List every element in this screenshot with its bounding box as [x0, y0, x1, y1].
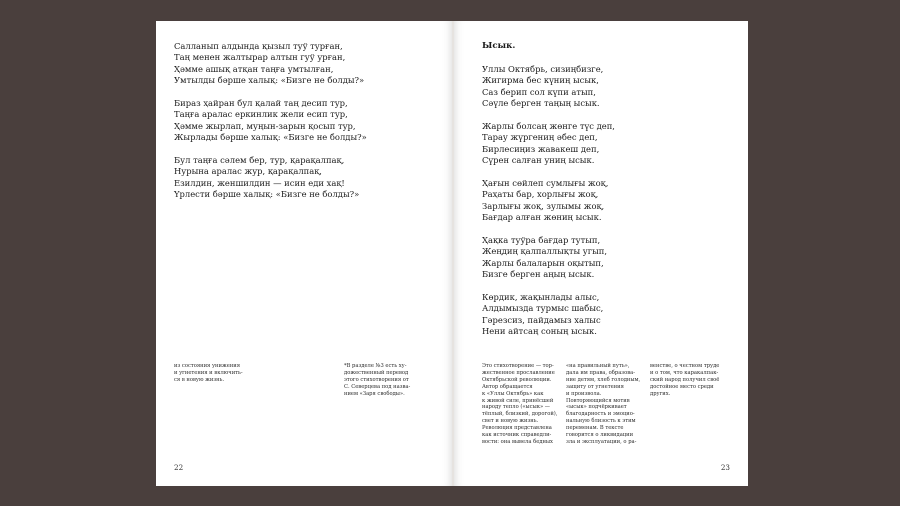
stanza — [482, 121, 742, 167]
note-line: жественное прославление — [482, 369, 555, 376]
note-line: Революция представлена — [482, 425, 552, 432]
poem-line: Таң менен жалтырар алтын гуў урған, — [174, 52, 346, 63]
note-line: *В разделе №3 есть ху- — [344, 363, 407, 369]
note-line: нием «Заря свободы». — [344, 390, 405, 397]
poem-line: Жарлы балаларын оқытып, — [482, 257, 604, 268]
left-poem — [174, 41, 444, 212]
poem-line: Алдымызда турмыс шабыс, — [482, 303, 604, 314]
commentary-column-1 — [482, 363, 558, 446]
note-line: из состояния унижения — [174, 363, 240, 369]
poem-line: Саз берип сол күпи атып, — [482, 86, 596, 97]
poem-line: Бул таңға сәлем бер, тур, қарақалпақ, — [174, 155, 345, 166]
note-line: народу тепло («ысык» — — [482, 404, 550, 411]
poem-line: Үрлести бәрше халық: «Бизге не болды?» — [174, 189, 360, 200]
poem-line: Ҳақка туўра бағдар тутып, — [482, 234, 601, 245]
poem-line: Сәүле берген таңың ысык. — [482, 98, 600, 109]
poem-line: Ҳәмме ашық атқан таңға умтылған, — [174, 63, 334, 74]
page-number-left: 22 — [174, 463, 184, 472]
note-line: других. — [650, 390, 671, 397]
poem-line: Езилдин, женшилдин — исин еди хақ! — [174, 177, 345, 188]
note-line: Октябрьской революции. — [482, 376, 552, 383]
note-line: ние детям, хлеб голодным, — [566, 376, 641, 383]
note-line: венстве, о честном труде — [650, 363, 720, 369]
note-line: защиту от угнетения — [566, 383, 624, 390]
poem-title: Ысык. — [482, 41, 516, 51]
note-line: свет и новую жизнь. — [482, 418, 539, 425]
note-line: благодарность и эмоцио- — [566, 411, 635, 418]
note-line: вости: она вывела бедных — [482, 438, 553, 445]
poem-line: Салланып алдында қызыл туў турған, — [174, 41, 343, 51]
poem-line: Таңға аралас еркинлик жели есип тур, — [174, 109, 348, 120]
note-line: «на правильный путь», — [566, 363, 630, 369]
note-line: этого стихотворения от — [344, 376, 409, 383]
note-line: к живой силе, принёсшей — [482, 397, 554, 404]
poem-line: Нени айтсаң соның ысык. — [482, 326, 597, 337]
poem-line: Зарлығы жоқ, зулымы жоқ, — [482, 200, 605, 211]
note-line: Автор обращается — [482, 383, 533, 390]
poem-line: Уллы Октябрь, сизиңбизге, — [482, 63, 604, 74]
poem-line: Раҳаты бар, хорлығы жоқ, — [482, 189, 599, 200]
poem-line: Жырлады бәрше халық: «Бизге не болды?» — [174, 132, 367, 143]
stanza — [174, 98, 444, 144]
stanza — [482, 292, 742, 338]
note-line: зла и эксплуатации, о ра- — [566, 438, 637, 445]
note-line: и угнетения и включить- — [174, 369, 243, 376]
poem-line: Бираз ҳайран бул қалай таң десип тур, — [174, 98, 348, 109]
poem-line: Жеңдиң қалпаллықты угып, — [482, 246, 608, 257]
stanza — [482, 235, 742, 281]
note-line: С. Северцева под назва- — [344, 383, 411, 390]
note-line: тёплый, близкий, дорогой), — [482, 411, 558, 418]
note-line: переменам. В тексте — [566, 425, 624, 432]
footnote — [344, 363, 440, 398]
note-line: нальную близость к этим — [566, 418, 636, 425]
note-line: и о том, что каракалпак- — [650, 369, 719, 376]
page-number-right: 23 — [720, 463, 730, 472]
note-line: и произвола. — [566, 390, 602, 397]
poem-line: Тарау жүргениң әбес деп, — [482, 132, 598, 143]
note-line: к «Уллы Октябрь» как — [482, 390, 544, 397]
note-line: Это стихотворение — тор- — [482, 363, 554, 369]
poem-line: Умтылды бәрше халық: «Бизге не болды?» — [174, 75, 365, 86]
note-line: Повторяющийся мотив — [566, 397, 630, 404]
poem-line: Жарлы болсаң жөнге түс деп, — [482, 120, 615, 131]
poem-line: Ҳәмме жырлап, муңын-зарын қосып тур, — [174, 120, 356, 131]
note-line: дала им права, образова- — [566, 369, 636, 376]
right-poem — [482, 41, 742, 349]
poem-line: Гәрезсиз, пайдамыз халыс — [482, 314, 601, 325]
right-page — [454, 21, 748, 486]
poem-line: Бизге берген аңың ысык. — [482, 269, 595, 280]
stanza — [174, 155, 444, 201]
poem-line: Көрдик, жақынлады алыс, — [482, 291, 600, 302]
left-page — [156, 21, 452, 486]
poem-line: Сүрен салған униң ысык. — [482, 155, 595, 166]
note-line: дожественный перевод — [344, 369, 409, 376]
stanza — [482, 178, 742, 224]
note-line: ский народ получил своё — [650, 376, 720, 383]
left-note-column — [174, 363, 264, 384]
poem-line: Нурына аралас жур, қарақалпақ, — [174, 166, 322, 177]
note-line: «ысык» подчёркивает — [566, 404, 627, 411]
note-line: ся в новую жизнь. — [174, 376, 225, 383]
commentary-column-3 — [650, 363, 730, 398]
note-line: достойное место среди — [650, 383, 714, 390]
poem-line: Ҳағын сөйлеп сумлығы жоқ, — [482, 177, 609, 188]
stanza — [482, 64, 742, 110]
note-line: как источник справедли- — [482, 432, 552, 439]
note-line: говорится о ликвидации — [566, 432, 634, 439]
stanza — [174, 41, 444, 87]
poem-line: Жигирма бес күниң ысык, — [482, 75, 599, 86]
poem-line: Бағдар алған жөниң ысык. — [482, 212, 602, 223]
commentary-column-2 — [566, 363, 644, 446]
poem-line: Бирлесиңиз жавакеш деп, — [482, 143, 600, 154]
